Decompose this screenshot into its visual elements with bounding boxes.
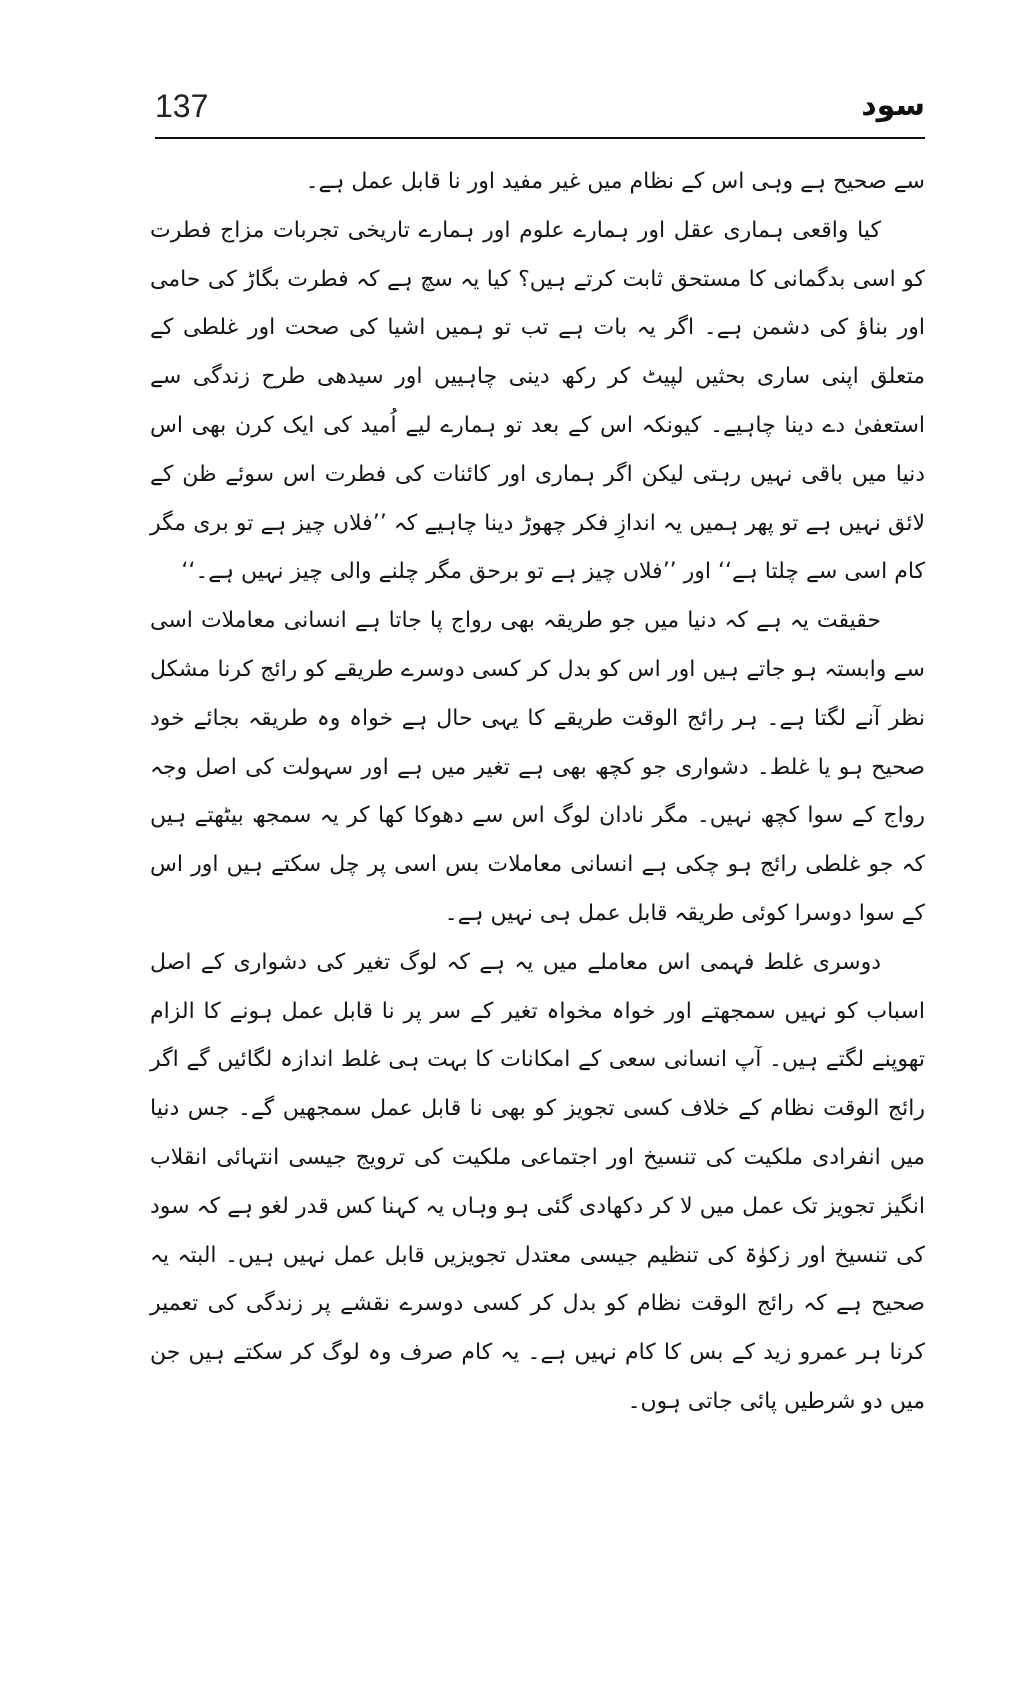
page-number: 137 (155, 88, 209, 124)
paragraph: کیا واقعی ہماری عقل اور ہمارے علوم اور ہمارے تاریخی تجربات مزاج فطرت کو اسی بدگمانی کا مستحق ثابت کرتے ہیں؟ کیا یہ سچ ہے کہ فطرت بگاڑ کی حامی اور بناؤ کی دشمن ہے۔ اگر یہ بات ہے تب تو ہمیں اشیا کی صحت اور غلطی کے متعلق اپنی ساری بحثیں لپیٹ کر رکھ دینی چاہییں اور سیدھی طرح زندگی سے استعفیٰ دے دینا چاہیے۔ کیونکہ اس کے بعد تو ہمارے لیے اُمید کی ایک کرن بھی اس دنیا میں باقی نہیں رہتی لیکن اگر ہماری اور کائنات کی فطرت اس سوئے ظن کے لائق نہیں ہے تو پھر ہمیں یہ اندازِ فکر چھوڑ دینا چاہیے کہ ’’فلاں چیز ہے تو بری مگر کام اسی سے چلتا ہے‘‘ اور ’’فلاں چیز ہے تو برحق مگر چلنے والی چیز نہیں ہے۔‘‘ (150, 217, 925, 585)
header-divider (155, 137, 925, 139)
page-header (155, 88, 925, 136)
paragraph: حقیقت یہ ہے کہ دنیا میں جو طریقہ بھی رواج پا جاتا ہے انسانی معاملات اسی سے وابستہ ہو جاتے ہیں اور اس کو بدل کر کسی دوسرے طریقے کو رائج کرنا مشکل نظر آنے لگتا ہے۔ ہر رائج الوقت طریقے کا یہی حال ہے خواہ وہ طریقہ بجائے خود صحیح ہو یا غلط۔ دشواری جو کچھ بھی ہے تغیر میں ہے اور سہولت کی اصل وجہ رواج کے سوا کچھ نہیں۔ مگر نادان لوگ اس سے دھوکا کھا کر یہ سمجھ بیٹھتے ہیں کہ جو غلطی رائج ہو چکی ہے انسانی معاملات بس اسی پر چل سکتے ہیں اور اس کے سوا دوسرا کوئی طریقہ قابل عمل ہی نہیں ہے۔ (150, 608, 925, 926)
paragraph-continuation: سے صحیح ہے وہی اس کے نظام میں غیر مفید اور نا قابل عمل ہے۔ (305, 169, 925, 194)
paragraph: دوسری غلط فہمی اس معاملے میں یہ ہے کہ لوگ تغیر کی دشواری کے اصل اسباب کو نہیں سمجھتے اور خواہ مخواہ تغیر کے سر پر نا قابل عمل ہونے کا الزام تھوپنے لگتے ہیں۔ آپ انسانی سعی کے امکانات کا بہت ہی غلط اندازہ لگائیں گے اگر رائج الوقت نظام کے خلاف کسی تجویز کو بھی نا قابل عمل سمجھیں گے۔ جس دنیا میں انفرادی ملکیت کی تنسیخ اور اجتماعی ملکیت کی ترویج جیسی انتہائی انقلاب انگیز تجویز تک عمل میں لا کر دکھادی گئی ہو وہاں یہ کہنا کس قدر لغو ہے کہ سود کی تنسیخ اور زکوٰۃ کی تنظیم جیسی معتدل تجویزیں قابل عمل نہیں ہیں۔ البتہ یہ صحیح ہے کہ رائج الوقت نظام کو بدل کر کسی دوسرے نقشے پر زندگی کی تعمیر کرنا ہر عمرو زید کے بس کا کام نہیں ہے۔ یہ کام صرف وہ لوگ کر سکتے ہیں جن میں دو شرطیں پائی جاتی ہوں۔ (150, 949, 925, 1414)
running-title: سود (861, 88, 925, 123)
body-text (150, 158, 925, 1427)
